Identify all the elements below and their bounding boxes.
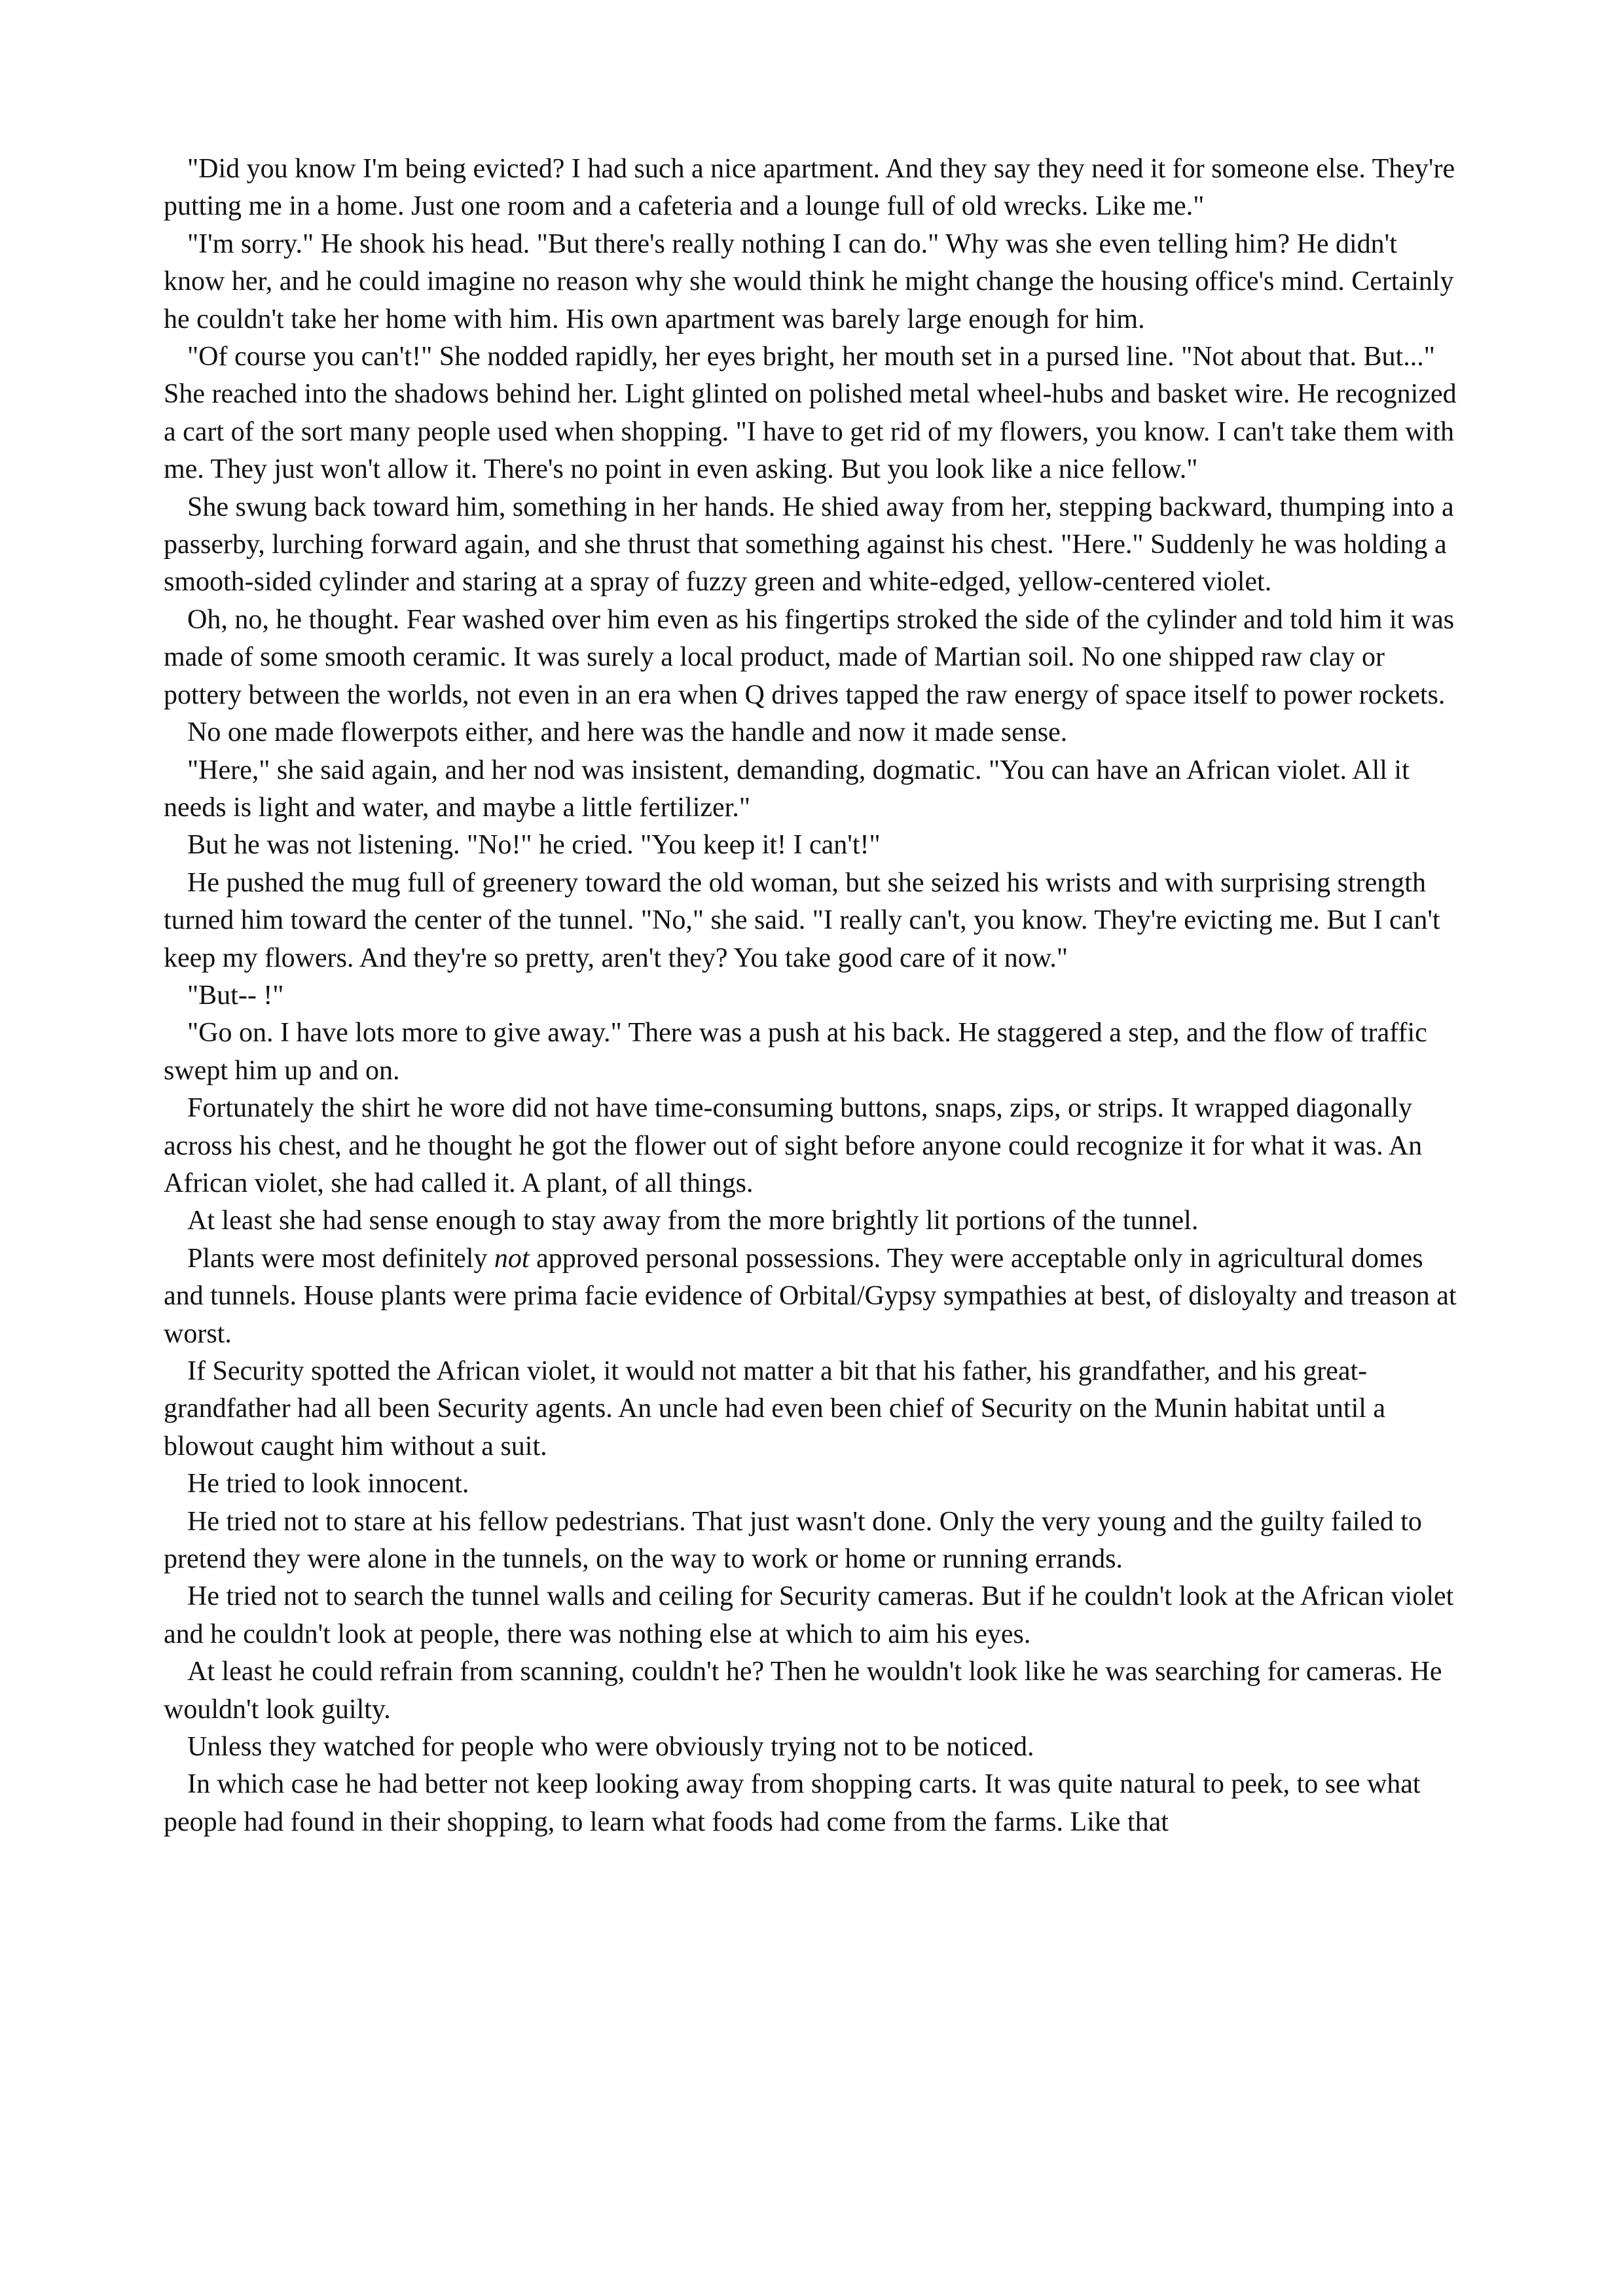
paragraph-14	[164, 1240, 1457, 1353]
paragraph-6: No one made flowerpots either, and here was the handle and now it made sense.	[187, 717, 1068, 748]
paragraph-14-after: approved personal possessions. They were acceptable only in agricultural domes and tunnels. House plants were prima facie evidence of Orbital/Gypsy sympathies at best, of disloyalty and treason at worst.	[164, 1243, 1457, 1349]
paragraph-2: "I'm sorry." He shook his head. "But there's really nothing I can do." Why was she even telling him? He didn't know her, and he could imagine no reason why she would think he might change the housing office's mind. Certainly he couldn't take her home with him. His own apartment was barely large enough for him.	[164, 228, 1454, 334]
paragraph-1: "Did you know I'm being evicted? I had such a nice apartment. And they say they need it for someone else. They're putting me in a home. Just one room and a cafeteria and a lounge full of old wrecks. Like me."	[164, 154, 1455, 222]
paragraph-14-emphasis: not	[494, 1243, 530, 1274]
paragraph-13: At least she had sense enough to stay away from the more brightly lit portions of the tunnel.	[187, 1206, 1199, 1236]
paragraph-17: He tried not to stare at his fellow pedestrians. That just wasn't done. Only the very young and the guilty failed to pretend they were alone in the tunnels, on the way to work or home or running errands.	[164, 1506, 1422, 1575]
paragraph-7: "Here," she said again, and her nod was insistent, demanding, dogmatic. "You can have an African violet. All it needs is light and water, and maybe a little fertilizer."	[164, 755, 1410, 823]
paragraph-10: "But-- !"	[187, 980, 284, 1011]
paragraph-5: Oh, no, he thought. Fear washed over him even as his fingertips stroked the side of the cylinder and told him it was made of some smooth ceramic. It was surely a local product, made of Martian soil. No one shipped raw clay or pottery between the worlds, not even in an era when Q drives tapped the raw energy of space itself to power rockets.	[164, 604, 1455, 710]
paragraph-16: He tried to look innocent.	[187, 1469, 469, 1499]
paragraph-21: In which case he had better not keep looking away from shopping carts. It was quite natural to peek, to see what people had found in their shopping, to learn what foods had come from the farms. Like that	[164, 1769, 1421, 1837]
paragraph-3: "Of course you can't!" She nodded rapidly, her eyes bright, her mouth set in a pursed line. "Not about that. But..." She reached into the shadows behind her. Light glinted on polished metal wheel-hubs and basket wire. He recognized a cart of the sort many people used when shopping. "I have to get rid of my flowers, you know. I can't take them with me. They just won't allow it. There's no point in even asking. But you look like a nice fellow."	[164, 342, 1457, 485]
paragraph-20: Unless they watched for people who were obviously trying not to be noticed.	[187, 1732, 1034, 1763]
paragraph-18: He tried not to search the tunnel walls and ceiling for Security cameras. But if he couldn't look at the African violet and he couldn't look at people, there was nothing else at which to aim his eyes.	[164, 1581, 1454, 1649]
paragraph-15: If Security spotted the African violet, it would not matter a bit that his father, his grandfather, and his great-grandfather had all been Security agents. An uncle had even been chief of Security on the Munin habitat until a blowout caught him without a suit.	[164, 1356, 1386, 1462]
paragraph-19: At least he could refrain from scanning, couldn't he? Then he wouldn't look like he was searching for cameras. He wouldn't look guilty.	[164, 1657, 1442, 1725]
paragraph-8: But he was not listening. "No!" he cried. "You keep it! I can't!"	[187, 830, 881, 861]
body-text	[164, 151, 1457, 1841]
paragraph-4: She swung back toward him, something in her hands. He shied away from her, stepping backward, thumping into a passerby, lurching forward again, and she thrust that something against his chest. "Here." Suddenly he was holding a smooth-sided cylinder and staring at a spray of fuzzy green and white-edged, yellow-centered violet.	[164, 492, 1454, 598]
paragraph-14-before: Plants were most definitely	[187, 1243, 494, 1274]
paragraph-9: He pushed the mug full of greenery toward the old woman, but she seized his wrists and with surprising strength turned him toward the center of the tunnel. "No," she said. "I really can't, you know. They're evicting me. But I can't keep my flowers. And they're so pretty, aren't they? You take good care of it now."	[164, 867, 1440, 973]
paragraph-11: "Go on. I have lots more to give away." There was a push at his back. He staggered a step, and the flow of traffic swept him up and on.	[164, 1018, 1427, 1086]
paragraph-12: Fortunately the shirt he wore did not have time-consuming buttons, snaps, zips, or strips. It wrapped diagonally across his chest, and he thought he got the flower out of sight before anyone could recognize it for what it was. An African violet, she had called it. A plant, of all things.	[164, 1093, 1423, 1198]
